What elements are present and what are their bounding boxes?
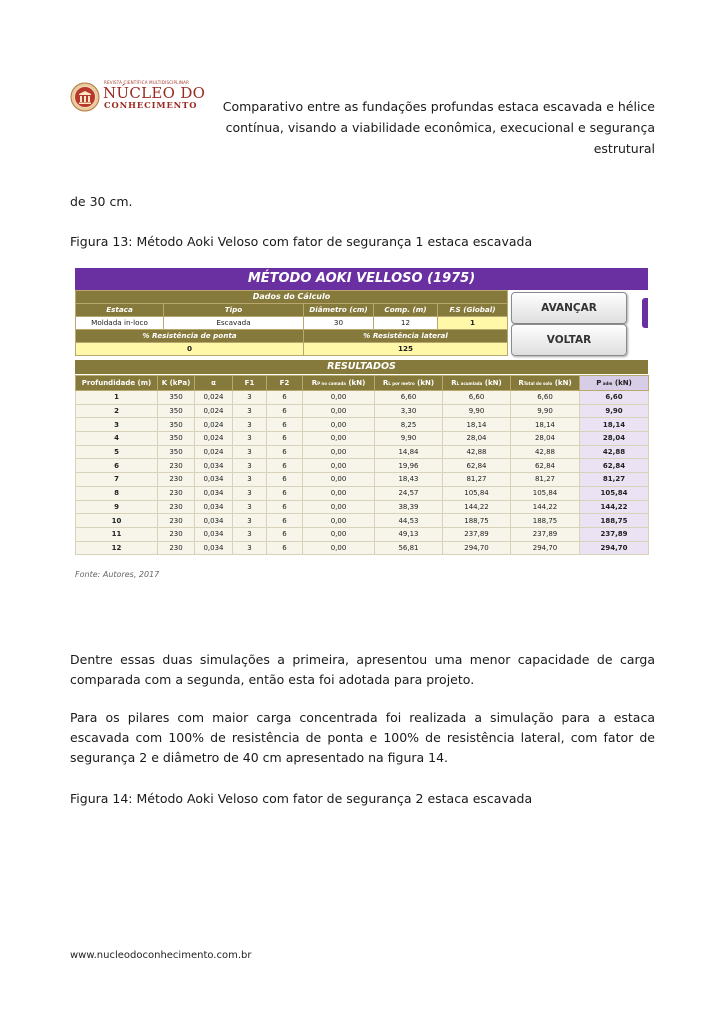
table-cell: 230	[158, 486, 195, 500]
paragraph-2	[70, 708, 655, 768]
input-tipo: Escavada	[164, 317, 304, 330]
table-cell: 294,70	[443, 541, 511, 555]
paragraph-line: Para os pilares com maior carga concentrada foi realizada a simulação para a estaca	[70, 710, 655, 725]
table-cell: 188,75	[443, 514, 511, 528]
advance-button[interactable]: AVANÇAR	[511, 292, 627, 324]
figure13-caption: Figura 13: Método Aoki Veloso com fator de segurança 1 estaca escavada	[70, 234, 533, 249]
article-title	[220, 96, 655, 159]
article-title-line: contínua, visando a viabilidade econômica, execucional e segurança	[225, 120, 655, 135]
table-cell: 237,89	[443, 527, 511, 541]
table-cell: 28,04	[443, 432, 511, 446]
table-cell: 0,00	[303, 473, 375, 487]
table-cell: 6	[267, 500, 303, 514]
table-cell: 0,00	[303, 514, 375, 528]
col-header-rla-unit: (kN)	[482, 379, 502, 387]
table-row	[76, 514, 649, 528]
table-cell: 6	[267, 418, 303, 432]
table-cell: 3	[233, 432, 267, 446]
table-cell: 0,034	[195, 514, 233, 528]
table-cell: 56,81	[375, 541, 443, 555]
table-row	[76, 486, 649, 500]
table-cell: 0,024	[195, 404, 233, 418]
table-cell: 6	[267, 541, 303, 555]
input-header: Comp. (m)	[374, 304, 438, 317]
paragraph-line: comparada com a segunda, então esta foi adotada para projeto.	[70, 672, 475, 687]
table-cell: 237,89	[511, 527, 580, 541]
table-cell: 144,22	[580, 500, 649, 514]
col-header-rt	[511, 376, 580, 391]
table-row	[76, 432, 649, 446]
table-cell: 230	[158, 514, 195, 528]
table-cell: 294,70	[511, 541, 580, 555]
table-cell: 6	[76, 459, 158, 473]
table-cell: 188,75	[580, 514, 649, 528]
table-cell: 0,00	[303, 486, 375, 500]
table-row	[76, 473, 649, 487]
inputs-table	[75, 290, 508, 356]
table-cell: 3,30	[375, 404, 443, 418]
table-cell: 4	[76, 432, 158, 446]
table-cell: 105,84	[580, 486, 649, 500]
table-cell: 144,22	[511, 500, 580, 514]
col-header-rl	[375, 376, 443, 391]
table-cell: 44,53	[375, 514, 443, 528]
table-cell: 294,70	[580, 541, 649, 555]
article-title-line: Comparativo entre as fundações profundas estaca escavada e hélice	[222, 99, 655, 114]
col-header-rp	[303, 376, 375, 391]
table-cell: 230	[158, 541, 195, 555]
table-row	[76, 418, 649, 432]
table-row	[76, 500, 649, 514]
aoki-velloso-figure	[75, 268, 648, 564]
resist-header-lateral: % Resistência lateral	[304, 330, 508, 343]
table-cell: 3	[233, 514, 267, 528]
col-header-depth: Profundidade (m)	[76, 376, 158, 391]
table-cell: 6	[267, 445, 303, 459]
table-row	[76, 391, 649, 405]
table-cell: 62,84	[511, 459, 580, 473]
table-cell: 8	[76, 486, 158, 500]
table-cell: 6	[267, 391, 303, 405]
table-cell: 0,034	[195, 486, 233, 500]
col-header-rla	[443, 376, 511, 391]
input-estaca: Moldada in-loco	[76, 317, 164, 330]
table-cell: 19,96	[375, 459, 443, 473]
table-cell: 230	[158, 459, 195, 473]
table-cell: 0,00	[303, 500, 375, 514]
col-header-rt-main: R	[518, 379, 524, 387]
table-cell: 28,04	[511, 432, 580, 446]
table-cell: 18,14	[511, 418, 580, 432]
input-diametro: 30	[304, 317, 374, 330]
table-cell: 11	[76, 527, 158, 541]
table-cell: 18,14	[443, 418, 511, 432]
table-cell: 0,034	[195, 473, 233, 487]
table-cell: 3	[233, 391, 267, 405]
table-cell: 81,27	[511, 473, 580, 487]
table-row	[76, 445, 649, 459]
table-cell: 3	[233, 541, 267, 555]
table-cell: 9,90	[375, 432, 443, 446]
table-cell: 81,27	[443, 473, 511, 487]
table-row	[76, 459, 649, 473]
dados-header: Dados do Cálculo	[76, 291, 508, 304]
table-cell: 0,024	[195, 391, 233, 405]
col-header-rl-unit: (kN)	[414, 379, 435, 387]
table-cell: 18,43	[375, 473, 443, 487]
col-header-alpha: α	[195, 376, 233, 391]
resist-lateral-value[interactable]: 125	[304, 343, 508, 356]
table-cell: 3	[233, 473, 267, 487]
col-header-rla-sub: L acumlada	[456, 381, 483, 386]
col-header-k: K (kPa)	[158, 376, 195, 391]
table-cell: 3	[76, 418, 158, 432]
input-header: Diâmetro (cm)	[304, 304, 374, 317]
table-cell: 350	[158, 404, 195, 418]
input-header: Estaca	[76, 304, 164, 317]
paragraph-1	[70, 650, 655, 690]
site-logo	[70, 80, 210, 114]
table-cell: 3	[233, 445, 267, 459]
table-cell: 0,00	[303, 445, 375, 459]
table-cell: 28,04	[580, 432, 649, 446]
figure14-caption: Figura 14: Método Aoki Veloso com fator de segurança 2 estaca escavada	[70, 791, 533, 806]
col-header-rt-unit: (kN)	[552, 379, 572, 387]
col-header-rp-unit: (kN)	[345, 379, 366, 387]
table-cell: 230	[158, 500, 195, 514]
table-cell: 5	[76, 445, 158, 459]
table-cell: 0,00	[303, 418, 375, 432]
table-cell: 18,14	[580, 418, 649, 432]
logo-tagline: REVISTA CIENTÍFICA MULTIDISCIPLINAR	[104, 80, 190, 85]
paragraph-line: Dentre essas duas simulações a primeira, apresentou uma menor capacidade de carga	[70, 652, 655, 667]
col-header-rla-main: R	[451, 379, 457, 387]
table-cell: 6,60	[580, 391, 649, 405]
table-cell: 12	[76, 541, 158, 555]
col-header-pa-main: P	[596, 379, 602, 387]
col-header-pa-unit: (kN)	[612, 379, 632, 387]
footer-url[interactable]: www.nucleodoconhecimento.com.br	[70, 950, 252, 961]
table-cell: 14,84	[375, 445, 443, 459]
input-comprimento: 12	[374, 317, 438, 330]
table-cell: 3	[233, 527, 267, 541]
table-cell: 49,13	[375, 527, 443, 541]
paragraph-line: escavada com 100% de resistência de ponta e 100% de resistência lateral, com fator de	[70, 730, 655, 745]
table-cell: 81,27	[580, 473, 649, 487]
table-cell: 0,024	[195, 432, 233, 446]
table-cell: 0,034	[195, 527, 233, 541]
table-cell: 6	[267, 514, 303, 528]
table-cell: 6,60	[443, 391, 511, 405]
table-cell: 144,22	[443, 500, 511, 514]
table-cell: 350	[158, 391, 195, 405]
table-cell: 38,39	[375, 500, 443, 514]
table-cell: 62,84	[580, 459, 649, 473]
table-cell: 7	[76, 473, 158, 487]
table-cell: 0,034	[195, 541, 233, 555]
table-cell: 0,034	[195, 459, 233, 473]
table-cell: 0,024	[195, 445, 233, 459]
figure-title: MÉTODO AOKI VELLOSO (1975)	[75, 268, 648, 290]
table-cell: 230	[158, 473, 195, 487]
table-cell: 0,00	[303, 541, 375, 555]
table-cell: 105,84	[511, 486, 580, 500]
table-row	[76, 527, 649, 541]
col-header-rp-main: R	[311, 379, 318, 387]
table-cell: 8,25	[375, 418, 443, 432]
col-header-rt-sub: Total do solo	[523, 381, 553, 386]
table-cell: 24,57	[375, 486, 443, 500]
table-cell: 3	[233, 500, 267, 514]
table-cell: 10	[76, 514, 158, 528]
table-cell: 0,00	[303, 432, 375, 446]
table-cell: 9	[76, 500, 158, 514]
table-cell: 9,90	[511, 404, 580, 418]
table-cell: 6	[267, 404, 303, 418]
table-cell: 42,88	[443, 445, 511, 459]
col-header-rl-main: R	[382, 379, 389, 387]
table-cell: 62,84	[443, 459, 511, 473]
table-cell: 3	[233, 404, 267, 418]
figure-source: Fonte: Autores, 2017	[75, 570, 160, 579]
table-cell: 0,00	[303, 459, 375, 473]
back-button[interactable]: VOLTAR	[511, 324, 627, 356]
table-cell: 42,88	[511, 445, 580, 459]
table-cell: 6	[267, 432, 303, 446]
input-fs-global[interactable]: 1	[438, 317, 508, 330]
table-cell: 0,00	[303, 527, 375, 541]
table-cell: 3	[233, 418, 267, 432]
table-cell: 6,60	[511, 391, 580, 405]
intro-text: de 30 cm.	[70, 194, 133, 209]
resist-header-ponta: % Resistência de ponta	[76, 330, 304, 343]
resist-ponta-value[interactable]: 0	[76, 343, 304, 356]
table-cell: 9,90	[443, 404, 511, 418]
table-cell: 230	[158, 527, 195, 541]
paragraph-line: segurança 2 e diâmetro de 40 cm apresentado na figura 14.	[70, 750, 449, 765]
table-cell: 6	[267, 459, 303, 473]
logo-name-line2: CONHECIMENTO	[104, 100, 198, 110]
results-title: RESULTADOS	[75, 360, 648, 374]
table-cell: 0,024	[195, 418, 233, 432]
table-cell: 105,84	[443, 486, 511, 500]
col-header-rl-sub: L por metro	[388, 381, 415, 386]
col-header-pa-sub: adm	[601, 381, 613, 386]
table-cell: 6,60	[375, 391, 443, 405]
table-row	[76, 541, 649, 555]
figure-side-tab	[642, 298, 648, 328]
table-cell: 350	[158, 418, 195, 432]
input-header: F.S (Global)	[438, 304, 508, 317]
results-table	[75, 375, 649, 555]
table-cell: 237,89	[580, 527, 649, 541]
table-cell: 42,88	[580, 445, 649, 459]
table-cell: 0,00	[303, 391, 375, 405]
logo-seal-icon	[70, 82, 100, 112]
table-cell: 350	[158, 432, 195, 446]
col-header-f1: F1	[233, 376, 267, 391]
article-title-line: estrutural	[593, 141, 655, 156]
col-header-rp-sub: P no camada	[317, 381, 346, 386]
table-cell: 6	[267, 473, 303, 487]
logo-name-line1: NÚCLEO DO	[103, 84, 206, 102]
table-cell: 6	[267, 486, 303, 500]
table-cell: 3	[233, 459, 267, 473]
table-cell: 0,034	[195, 500, 233, 514]
table-cell: 6	[267, 527, 303, 541]
col-header-padm	[580, 376, 649, 391]
table-cell: 3	[233, 486, 267, 500]
table-cell: 2	[76, 404, 158, 418]
table-cell: 188,75	[511, 514, 580, 528]
table-cell: 0,00	[303, 404, 375, 418]
table-row	[76, 404, 649, 418]
table-cell: 350	[158, 445, 195, 459]
input-header: Tipo	[164, 304, 304, 317]
table-cell: 1	[76, 391, 158, 405]
col-header-f2: F2	[267, 376, 303, 391]
table-cell: 9,90	[580, 404, 649, 418]
